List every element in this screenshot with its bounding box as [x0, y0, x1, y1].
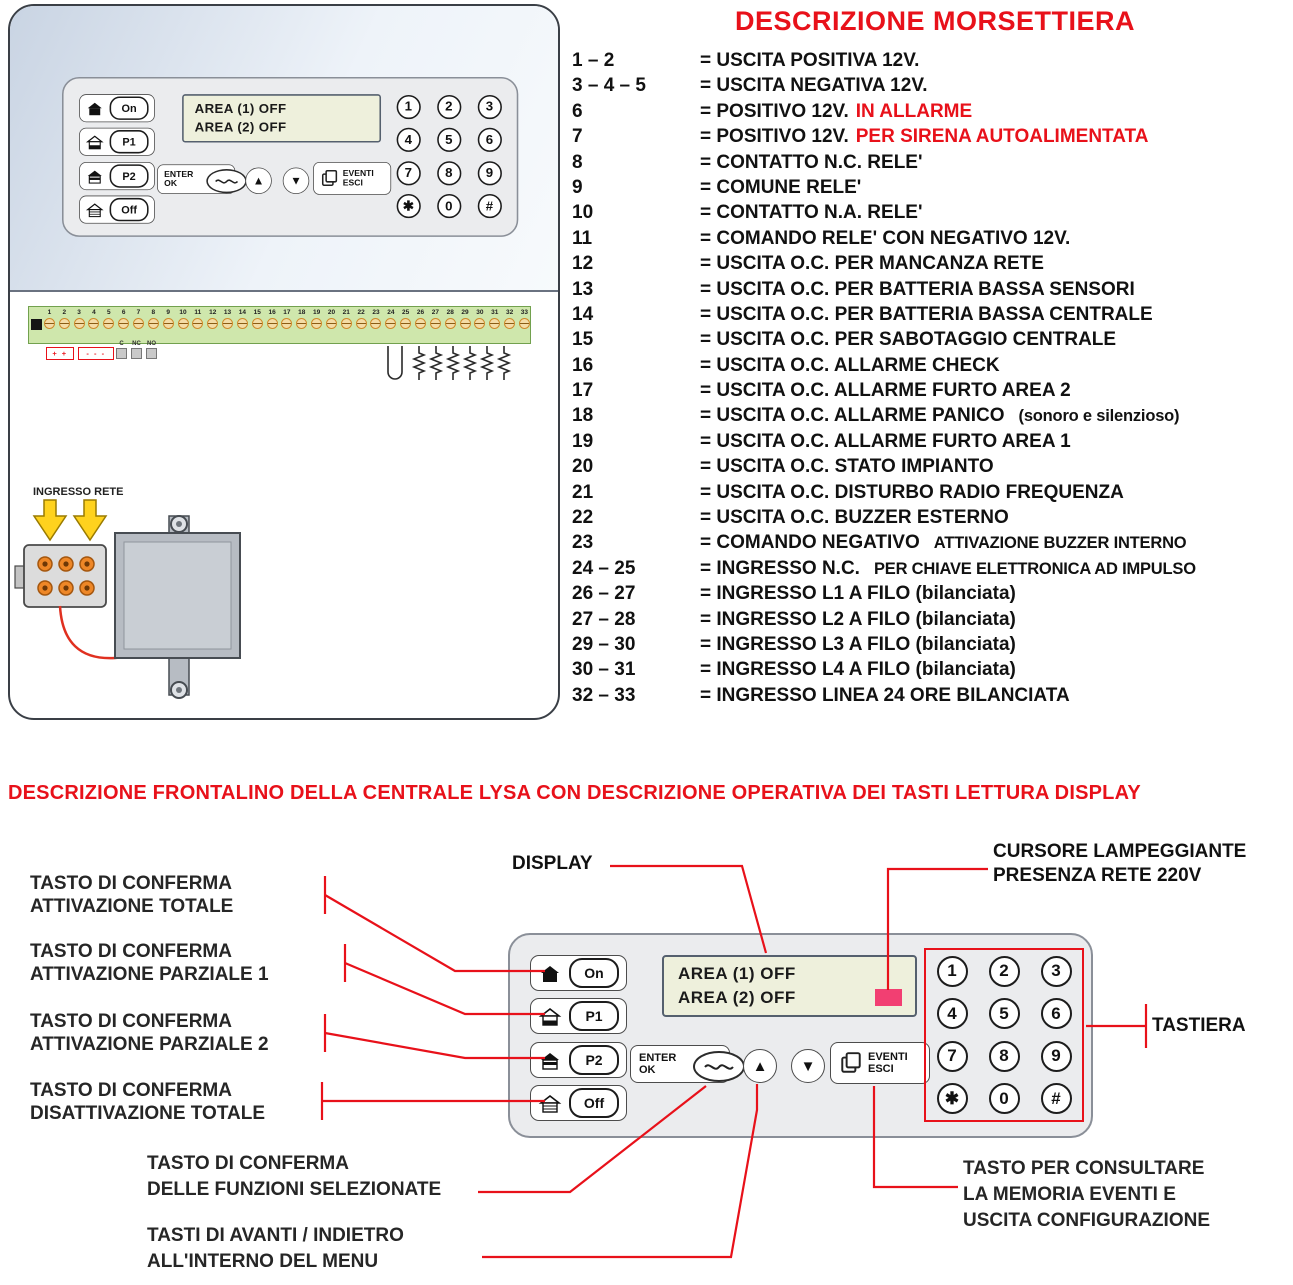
relay-contact-box [131, 348, 142, 359]
terminal [280, 309, 295, 329]
terminal-row [572, 101, 1290, 126]
terminal-screw-icon [59, 318, 70, 329]
terminal-number: 26 [416, 309, 425, 316]
down-arrow-button [283, 167, 310, 194]
keypad-key: 7 [396, 161, 420, 185]
up-arrow-button [743, 1049, 777, 1083]
terminal-row [572, 507, 1290, 532]
keypad-key: 9 [477, 161, 501, 185]
terminal [131, 309, 146, 329]
terminal-number: 22 [357, 309, 365, 316]
relay-contact-labels [116, 341, 157, 359]
keypad-key: # [477, 194, 501, 218]
terminal [383, 309, 398, 329]
terminal-row-description: = USCITA O.C. PER SABOTAGGIO CENTRALE [700, 329, 1117, 351]
terminal-number: 25 [402, 309, 410, 316]
terminal-row-description: = USCITA O.C. PER MANCANZA RETE [700, 253, 1044, 275]
terminal [413, 309, 428, 329]
terminal-screw-icon [445, 318, 456, 329]
keypad-key: 2 [437, 95, 461, 119]
terminal-screw-icon [118, 318, 129, 329]
terminal-row [572, 456, 1290, 481]
terminal-screw-icon [148, 318, 159, 329]
callout-eventi: TASTO PER CONSULTARE LA MEMORIA EVENTI E USCITA CONFIGURAZIONE [963, 1158, 1210, 1231]
terminal [190, 309, 205, 329]
keypad-key: 5 [989, 998, 1020, 1029]
terminal-number: 5 [106, 309, 111, 316]
callout-cursor: CURSORE LAMPEGGIANTE PRESENZA RETE 220V [993, 841, 1247, 886]
terminal-screw-icon [326, 318, 337, 329]
terminal-screw-icon [504, 318, 515, 329]
keypad-key: 0 [437, 194, 461, 218]
up-arrow-icon: ▲ [252, 174, 265, 188]
terminal [339, 309, 354, 329]
button-off [530, 1085, 627, 1121]
button-on [530, 955, 627, 991]
callout-activation-partial2: TASTO DI CONFERMA ATTIVAZIONE PARZIALE 2 [30, 1011, 269, 1055]
terminal-row-alarm-text: PER SIRENA AUTOALIMENTATA [855, 126, 1149, 148]
terminal [101, 309, 116, 329]
terminal-row-numbers: 22 [572, 507, 594, 529]
callout-enter: TASTO DI CONFERMA DELLE FUNZIONI SELEZIONATE [147, 1153, 442, 1200]
terminal-screw-icon [74, 318, 85, 329]
terminal-screw-icon [430, 318, 441, 329]
down-arrow-button [791, 1049, 825, 1083]
terminal-row-description: = POSITIVO 12V. [700, 126, 849, 148]
terminal-number: 19 [312, 309, 321, 316]
terminal-row-note: PER CHIAVE ELETTRONICA AD IMPULSO [873, 559, 1196, 578]
terminal-row-description: = INGRESSO L1 A FILO (bilanciata) [700, 583, 1016, 605]
terminal-row-numbers: 21 [572, 481, 594, 503]
terminal-number: 16 [268, 309, 276, 316]
terminal-screw-icon [296, 318, 307, 329]
terminal-row [572, 532, 1290, 557]
terminal-screw-icon [356, 318, 367, 329]
eventi-esci-button [313, 162, 391, 195]
terminal-legend [572, 50, 1290, 710]
down-arrow-icon: ▼ [290, 174, 302, 188]
terminal-row-description: = INGRESSO LINEA 24 ORE BILANCIATA [700, 684, 1070, 706]
terminal [205, 309, 220, 329]
key-icon [206, 169, 247, 193]
terminal-row-numbers: 20 [572, 456, 594, 478]
terminal-number: 6 [121, 309, 126, 316]
terminal-screw-icon [267, 318, 278, 329]
off-button-label: Off [110, 198, 149, 221]
terminal-row [572, 50, 1290, 75]
on-button-label: On [569, 958, 619, 988]
terminal-row-description: = USCITA O.C. ALLARME FURTO AREA 2 [700, 380, 1071, 402]
terminal-number: 15 [253, 309, 261, 316]
terminal [309, 309, 324, 329]
terminal [116, 309, 131, 329]
terminal-row-description: = POSITIVO 12V. [700, 100, 849, 122]
terminal [517, 309, 532, 329]
terminal [42, 309, 57, 329]
relay-contact [116, 341, 127, 359]
terminal-row [572, 482, 1290, 507]
page-title: DESCRIZIONE MORSETTIERA [735, 6, 1136, 36]
eventi-esci-button [830, 1042, 930, 1084]
numeric-keypad [924, 948, 1084, 1122]
terminal-screw-icon [222, 318, 233, 329]
terminal-row [572, 329, 1290, 354]
callout-tastiera: TASTIERA [1152, 1015, 1246, 1036]
terminal-row-description: = USCITA O.C. STATO IMPIANTO [700, 456, 994, 478]
board-led [31, 319, 42, 330]
terminal-row [572, 279, 1290, 304]
terminal [472, 309, 487, 329]
keypad-key: 2 [989, 956, 1020, 987]
terminal-screw-icon [489, 318, 500, 329]
keypad-key: 8 [437, 161, 461, 185]
keypad-key: 6 [477, 128, 501, 152]
front-panel-view [508, 933, 1093, 1138]
terminal-row-numbers: 27 – 28 [572, 608, 636, 630]
terminal-number: 32 [505, 309, 514, 316]
terminal-row [572, 202, 1290, 227]
keypad-key: 4 [396, 128, 420, 152]
house-partial2-icon [85, 169, 104, 184]
terminal-row-numbers: 6 [572, 100, 583, 122]
terminal-row-numbers: 15 [572, 329, 594, 351]
eventi-esci-label: EVENTI ESCI [868, 1051, 908, 1075]
terminal-strip [28, 306, 531, 344]
terminal-row [572, 253, 1290, 278]
terminal-row-description: = COMUNE RELE' [700, 176, 862, 198]
mains-input-label: INGRESSO RETE [33, 486, 124, 498]
terminal [87, 309, 102, 329]
terminal-row-numbers: 30 – 31 [572, 659, 636, 681]
p2-button-label: P2 [110, 164, 149, 187]
terminal-row-note: ATTIVAZIONE BUZZER INTERNO [933, 534, 1187, 553]
button-off [79, 196, 155, 224]
terminal-row [572, 609, 1290, 634]
terminal-number: 27 [431, 309, 439, 316]
terminal-screw-icon [460, 318, 471, 329]
p1-button-label: P1 [569, 1001, 619, 1031]
terminal-row-numbers: 9 [572, 176, 583, 198]
terminal-screw-icon [88, 318, 99, 329]
terminal-row [572, 304, 1290, 329]
terminal-number: 33 [520, 309, 529, 316]
terminal-screw-icon [133, 318, 144, 329]
enter-ok-button [630, 1045, 730, 1083]
lcd-line-1: AREA (1) OFF [678, 964, 796, 983]
terminal-row-numbers: 13 [572, 278, 594, 300]
numeric-keypad [386, 89, 511, 225]
terminal-row [572, 177, 1290, 202]
keypad-key: 5 [437, 128, 461, 152]
callout-activation-partial1: TASTO DI CONFERMA ATTIVAZIONE PARZIALE 1 [30, 941, 269, 985]
terminal-row [572, 228, 1290, 253]
terminal-row-description: = CONTATTO N.C. RELE' [700, 151, 923, 173]
terminal [369, 309, 384, 329]
terminal-row-description: = USCITA POSITIVA 12V. [700, 50, 920, 71]
terminal-number: 14 [238, 309, 246, 316]
house-total-icon [85, 101, 104, 116]
terminal-row [572, 634, 1290, 659]
terminal [161, 309, 176, 329]
terminal-row-alarm-text: IN ALLARME [855, 100, 973, 122]
terminal-row [572, 685, 1290, 710]
terminal-row-description: = COMANDO RELE' CON NEGATIVO 12V. [700, 227, 1071, 249]
terminal-number: 7 [136, 309, 141, 316]
p1-button-label: P1 [110, 130, 149, 153]
terminal-row-description: = USCITA O.C. ALLARME PANICO [700, 405, 1005, 427]
terminal-screw-icon [163, 318, 174, 329]
terminal-row-numbers: 7 [572, 126, 583, 148]
device-keypad-small [62, 77, 518, 237]
terminal-row-numbers: 8 [572, 151, 583, 173]
terminal [57, 309, 72, 329]
terminal-row [572, 152, 1290, 177]
relay-contact [146, 341, 157, 359]
terminal-number: 11 [194, 309, 202, 316]
p2-button-label: P2 [569, 1045, 619, 1075]
button-p2 [530, 1042, 627, 1078]
terminal-row [572, 659, 1290, 684]
terminal-number: 3 [77, 309, 81, 316]
terminal-screw-icon [281, 318, 292, 329]
terminal-row [572, 583, 1290, 608]
terminal-row-numbers: 14 [572, 303, 594, 325]
terminal-row-numbers: 23 [572, 532, 594, 554]
terminal-row [572, 405, 1290, 430]
terminal [324, 309, 339, 329]
relay-contact-letter: C [119, 341, 124, 347]
terminal-row [572, 355, 1290, 380]
on-button-label: On [110, 97, 149, 120]
terminal-number: 13 [223, 309, 232, 316]
house-partial1-icon [85, 134, 104, 149]
house-off-icon [538, 1094, 562, 1113]
terminal-row-numbers: 10 [572, 202, 594, 224]
callout-activation-total: TASTO DI CONFERMA ATTIVAZIONE TOTALE [30, 873, 234, 917]
terminal-row-numbers: 29 – 30 [572, 633, 636, 655]
keypad-key: 6 [1041, 998, 1072, 1029]
terminal [220, 309, 235, 329]
terminal-row-numbers: 11 [572, 227, 593, 249]
terminal-screw-icon [237, 318, 248, 329]
keypad-panel [508, 933, 1093, 1138]
terminal-row [572, 126, 1290, 151]
terminal-number: 2 [62, 309, 67, 316]
house-partial1-icon [538, 1007, 562, 1026]
terminal [235, 309, 250, 329]
terminal-screw-icon [519, 318, 530, 329]
keypad-key: 3 [477, 95, 501, 119]
terminal-number: 29 [461, 309, 469, 316]
terminal-row-numbers: 3 – 4 – 5 [572, 75, 646, 97]
minus-terminals-label: - - - [78, 347, 114, 360]
terminal-screw-icon [474, 318, 485, 329]
terminal [176, 309, 191, 329]
terminal-number: 24 [387, 309, 395, 316]
callout-arrows: TASTI DI AVANTI / INDIETRO ALL'INTERNO DEL MENU [147, 1225, 404, 1272]
terminal-number: 30 [476, 309, 484, 316]
callout-display: DISPLAY [512, 853, 593, 874]
terminal [265, 309, 280, 329]
terminal-number: 1 [47, 309, 52, 316]
button-p1 [79, 128, 155, 156]
terminal-row [572, 558, 1290, 583]
terminal [146, 309, 161, 329]
terminal [250, 309, 265, 329]
house-partial2-icon [538, 1051, 562, 1070]
terminal-screw-icon [385, 318, 396, 329]
terminal-number: 12 [209, 309, 217, 316]
lcd-line-1: AREA (1) OFF [194, 101, 287, 116]
keypad-key: # [1041, 1083, 1072, 1114]
terminal-row-numbers: 32 – 33 [572, 684, 636, 706]
keypad-key: 7 [937, 1041, 968, 1072]
house-off-icon [85, 202, 104, 217]
terminal-row-description: = USCITA O.C. PER BATTERIA BASSA SENSORI [700, 278, 1135, 300]
terminal-row-description: = USCITA O.C. BUZZER ESTERNO [700, 507, 1009, 529]
enter-ok-button [157, 164, 235, 194]
terminal-row-description: = USCITA O.C. ALLARME CHECK [700, 354, 1000, 376]
keypad-key: 3 [1041, 956, 1072, 987]
enter-ok-label: ENTER OK [164, 169, 194, 189]
keypad-key: 4 [937, 998, 968, 1029]
off-button-label: Off [569, 1088, 619, 1118]
terminal [72, 309, 87, 329]
terminal-number: 28 [446, 309, 454, 316]
terminal-row [572, 380, 1290, 405]
terminal-number: 8 [151, 309, 156, 316]
plus-terminals-label: + + [46, 347, 74, 360]
terminal-row-numbers: 26 – 27 [572, 583, 636, 605]
terminal [398, 309, 413, 329]
keypad-key: ✱ [937, 1083, 968, 1114]
terminal [487, 309, 502, 329]
terminal-row-description: = USCITA O.C. PER BATTERIA BASSA CENTRALE [700, 303, 1153, 325]
enter-ok-label: ENTER OK [639, 1052, 677, 1076]
terminal-row-numbers: 16 [572, 354, 594, 376]
terminal-screw-icon [400, 318, 411, 329]
terminal-row-description: = USCITA NEGATIVA 12V. [700, 75, 928, 97]
terminal-row [572, 431, 1290, 456]
terminal-screw-icon [207, 318, 218, 329]
up-arrow-button [245, 167, 272, 194]
terminal-screw-icon [44, 318, 55, 329]
terminal-screw-icon [192, 318, 203, 329]
button-p2 [79, 162, 155, 190]
terminal-row-description: = INGRESSO L4 A FILO (bilanciata) [700, 659, 1016, 681]
terminal [294, 309, 309, 329]
down-arrow-icon: ▼ [800, 1057, 816, 1075]
keypad-key: 1 [937, 956, 968, 987]
terminal-row-description: = COMANDO NEGATIVO [700, 532, 920, 554]
lcd-display [662, 955, 917, 1017]
pages-icon [320, 169, 339, 188]
terminal-screw-icon [178, 318, 189, 329]
callout-deactivation-total: TASTO DI CONFERMA DISATTIVAZIONE TOTALE [30, 1080, 266, 1124]
terminal-row-numbers: 12 [572, 253, 594, 275]
terminal-number: 31 [491, 309, 499, 316]
terminal-screw-icon [252, 318, 263, 329]
terminal-number: 23 [372, 309, 380, 316]
terminal-number: 4 [92, 309, 96, 316]
keypad-key: ✱ [396, 194, 420, 218]
relay-contact-box [116, 348, 127, 359]
up-arrow-icon: ▲ [752, 1057, 768, 1075]
terminal-row-description: = INGRESSO L2 A FILO (bilanciata) [700, 608, 1016, 630]
keypad-panel [62, 77, 518, 237]
terminal-number: 9 [166, 309, 170, 316]
terminal [443, 309, 458, 329]
terminal-screw-icon [370, 318, 381, 329]
terminal-number: 18 [298, 309, 306, 316]
terminal-row-description: = INGRESSO N.C. [700, 557, 860, 579]
terminal-number: 10 [179, 309, 187, 316]
terminal-row-numbers: 19 [572, 430, 594, 452]
terminal-row-numbers: 17 [572, 380, 594, 402]
key-icon [693, 1051, 745, 1082]
keypad-key: 8 [989, 1041, 1020, 1072]
keypad-key: 9 [1041, 1041, 1072, 1072]
house-total-icon [538, 964, 562, 983]
relay-contact-box [146, 348, 157, 359]
terminal-screw-icon [311, 318, 322, 329]
pages-icon [839, 1051, 863, 1075]
terminal-row-description: = USCITA O.C. ALLARME FURTO AREA 1 [700, 430, 1071, 452]
terminal-screw-icon [415, 318, 426, 329]
terminal [502, 309, 517, 329]
lcd-line-2: AREA (2) OFF [194, 119, 287, 135]
terminal-row-numbers: 1 – 2 [572, 50, 615, 71]
terminal-row-note: (sonoro e silenzioso) [1018, 407, 1180, 426]
terminal [428, 309, 443, 329]
relay-contact-letter: NC [132, 341, 141, 347]
mains-cursor [875, 989, 902, 1006]
terminal-row [572, 75, 1290, 100]
terminal [354, 309, 369, 329]
terminal-number: 20 [327, 309, 336, 316]
keypad-key: 1 [396, 95, 420, 119]
terminal-number: 17 [283, 309, 291, 316]
terminal-row-numbers: 24 – 25 [572, 557, 636, 579]
terminal-screw-icon [103, 318, 114, 329]
relay-contact [131, 341, 142, 359]
section-banner: DESCRIZIONE FRONTALINO DELLA CENTRALE LYSA CON DESCRIZIONE OPERATIVA DEI TASTI LETTURA DISPLAY [8, 782, 1141, 804]
terminal-row-description: = INGRESSO L3 A FILO (bilanciata) [700, 633, 1016, 655]
button-on [79, 94, 155, 122]
terminal-screw-icon [341, 318, 352, 329]
keypad-key: 0 [989, 1083, 1020, 1114]
relay-contact-letter: NO [147, 341, 156, 347]
terminal-row-description: = USCITA O.C. DISTURBO RADIO FREQUENZA [700, 481, 1124, 503]
terminal-row-numbers: 18 [572, 405, 594, 427]
lcd-line-2: AREA (2) OFF [678, 988, 796, 1007]
button-p1 [530, 998, 627, 1034]
terminal-row-description: = CONTATTO N.A. RELE' [700, 202, 923, 224]
lcd-display [182, 94, 381, 142]
terminal [458, 309, 473, 329]
eventi-esci-label: EVENTI ESCI [342, 169, 374, 188]
terminal-number: 21 [342, 309, 350, 316]
